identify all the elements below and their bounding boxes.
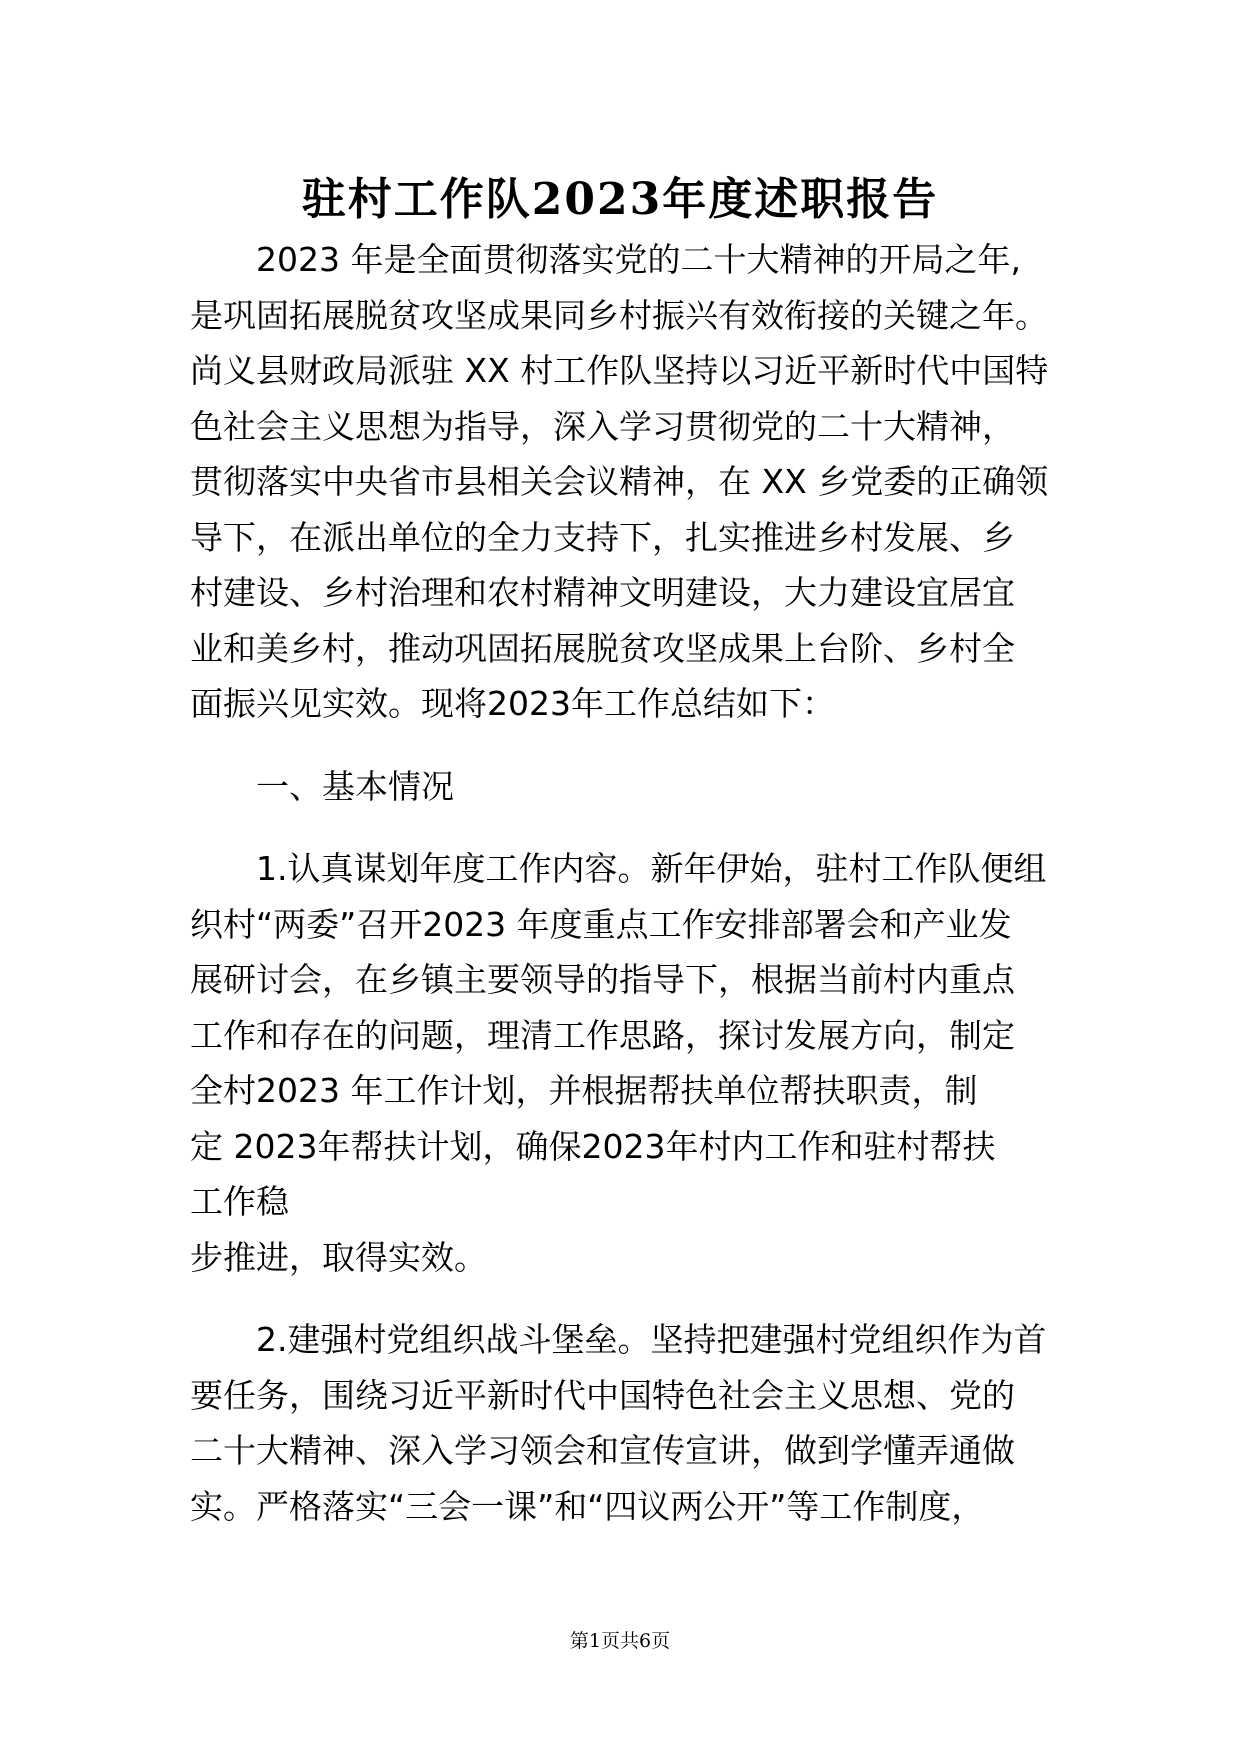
paragraph-line: 工作和存在的问题，理清工作思路，探讨发展方向，制定 bbox=[190, 1015, 1015, 1055]
section-heading: 一、基本情况 bbox=[256, 766, 454, 806]
paragraph-line: 导下，在派出单位的全力支持下，扎实推进乡村发展、乡 bbox=[190, 517, 1015, 557]
paragraph-line: 织村“两委”召开2023 年度重点工作安排部署会和产业发 bbox=[190, 904, 1012, 944]
item-1-paragraph bbox=[190, 841, 1070, 1285]
paragraph-line: 1.认真谋划年度工作内容。新年伊始，驻村工作队便组 bbox=[256, 849, 1047, 888]
document-title: 驻村工作队2023年度述职报告 bbox=[301, 174, 939, 225]
paragraph-line: 面振兴见实效。现将2023年工作总结如下： bbox=[190, 684, 835, 723]
paragraph-line: 业和美乡村，推动巩固拓展脱贫攻坚成果上台阶、乡村全 bbox=[190, 628, 1015, 668]
item-2-paragraph bbox=[190, 1312, 1070, 1534]
paragraph-line: 工作稳 bbox=[190, 1182, 289, 1221]
paragraph-line: 要任务，围绕习近平新时代中国特色社会主义思想、党的 bbox=[190, 1375, 1015, 1415]
paragraph-line: 2023 年是全面贯彻落实党的二十大精神的开局之年, bbox=[256, 240, 1021, 279]
paragraph-line: 是巩固拓展脱贫攻坚成果同乡村振兴有效衔接的关键之年。 bbox=[190, 295, 1048, 335]
paragraph-line: 定 2023年帮扶计划，确保2023年村内工作和驻村帮扶 bbox=[190, 1126, 996, 1166]
paragraph-line: 展研讨会，在乡镇主要领导的指导下，根据当前村内重点 bbox=[190, 960, 1015, 999]
paragraph-line: 步推进，取得实效。 bbox=[190, 1237, 487, 1277]
paragraph-line: 尚义县财政局派驻 XX 村工作队坚持以习近平新时代中国特 bbox=[190, 351, 1049, 390]
paragraph-line: 贯彻落实中央省市县相关会议精神，在 XX 乡党委的正确领 bbox=[190, 462, 1049, 501]
document-body bbox=[190, 232, 1070, 1534]
paragraph-line: 2.建强村党组织战斗堡垒。坚持把建强村党组织作为首 bbox=[256, 1320, 1047, 1359]
paragraph-line: 村建设、乡村治理和农村精神文明建设，大力建设宜居宜 bbox=[190, 573, 1015, 612]
page-number: 第1页共6页 bbox=[569, 1630, 671, 1652]
intro-paragraph bbox=[190, 232, 1070, 732]
paragraph-line: 全村2023 年工作计划，并根据帮扶单位帮扶职责，制 bbox=[190, 1071, 978, 1110]
paragraph-line: 二十大精神、深入学习领会和宣传宣讲，做到学懂弄通做 bbox=[190, 1431, 1015, 1470]
paragraph-line: 实。严格落实“三会一课”和“四议两公开”等工作制度， bbox=[190, 1486, 985, 1526]
paragraph-line: 色社会主义思想为指导，深入学习贯彻党的二十大精神， bbox=[190, 406, 1015, 446]
